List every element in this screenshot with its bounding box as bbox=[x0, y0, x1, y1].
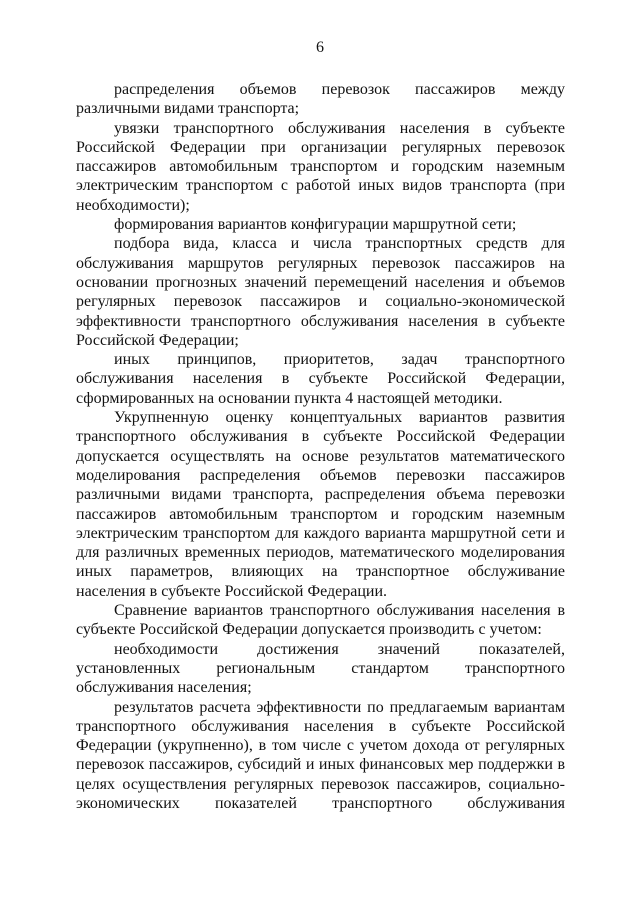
paragraph-4: подбора вида, класса и числа транспортных средств для обслуживания маршрутов регулярных перевозок пассажиров на основании прогнозных значений перемещений населения и объемов регулярных перевозок пассажиров и социально-экономической эффективности транспортного обслуживания населения в субъекте Российской Федерации; bbox=[76, 235, 565, 349]
document-body bbox=[76, 80, 565, 813]
paragraph-1: распределения объемов перевозок пассажиров между различными видами транспорта; bbox=[76, 81, 565, 118]
paragraph-5: иных принципов, приоритетов, задач транспортного обслуживания населения в субъекте Российской Федерации, сформированных на основании пункта 4 настоящей методики. bbox=[76, 351, 565, 407]
paragraph-8: необходимости достижения значений показателей, установленных региональным стандартом транспортного обслуживания населения; bbox=[76, 640, 565, 697]
paragraph-9: результатов расчета эффективности по предлагаемым вариантам транспортного обслуживания населения в субъекте Российской Федерации (укрупненно), в том числе с учетом дохода от регулярных перевозок пассажиров, субсидий и иных финансовых мер поддержки в целях осуществления регулярных перевозок пассажиров, социально-экономических показателей транспортного обслуживания bbox=[76, 698, 565, 812]
paragraph-6: Укрупненную оценку концептуальных вариантов развития транспортного обслуживания в субъекте Российской Федерации допускается осуществлять на основе результатов математического моделирования распределения объемов перевозки пассажиров различными видами транспорта, распределения объема перевозки пассажиров автомобильным транспортом и городским наземным электрическим транспортом для каждого варианта маршрутной сети и для различных временных периодов, математического моделирования иных параметров, влияющих на транспортное обслуживание населения в субъекте Российской Федерации. bbox=[76, 409, 565, 600]
page-number: 6 bbox=[316, 39, 324, 56]
paragraph-7: Сравнение вариантов транспортного обслуживания населения в субъекте Российской Федерации допускается производить с учетом: bbox=[76, 602, 565, 639]
paragraph-3: формирования вариантов конфигурации маршрутной сети; bbox=[114, 216, 517, 234]
paragraph-2: увязки транспортного обслуживания населения в субъекте Российской Федерации при организации регулярных перевозок пассажиров автомобильным транспортом и городским наземным электрическим транспортом с работой иных видов транспорта (при необходимости); bbox=[76, 119, 565, 214]
